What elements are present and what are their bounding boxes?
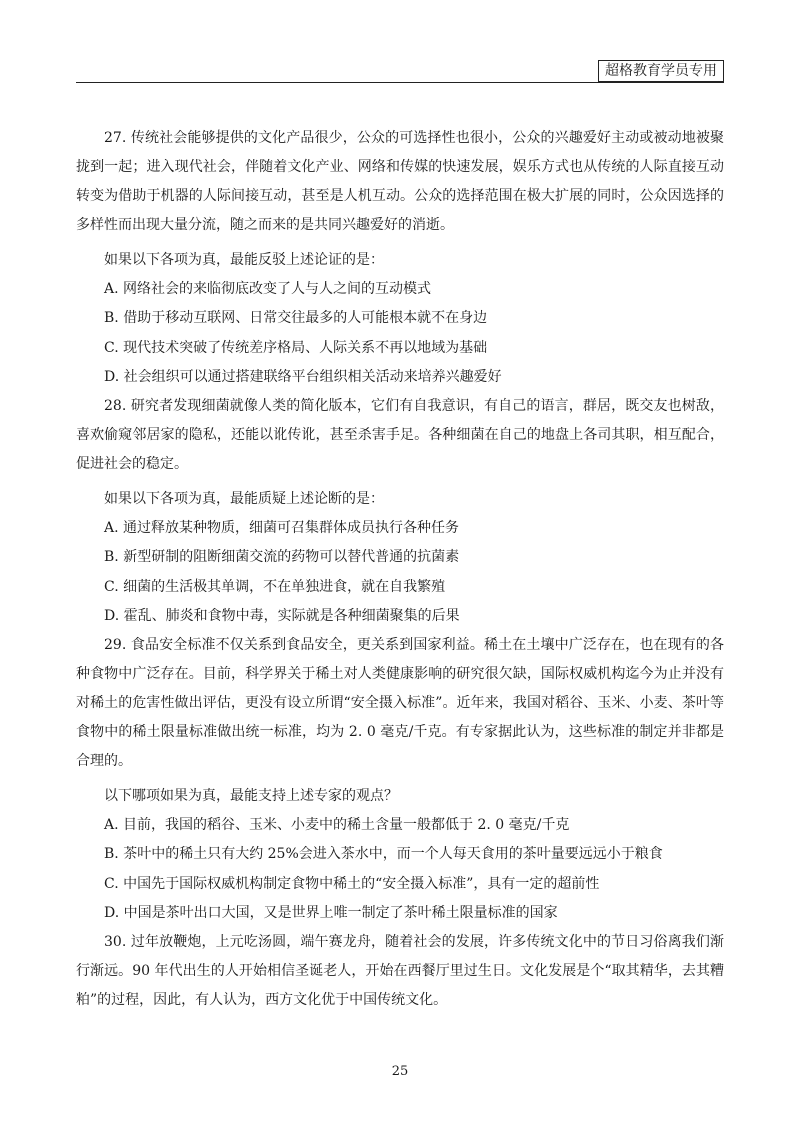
q27-option-b: B. 借助于移动互联网、日常交往最多的人可能根本就不在身边: [104, 310, 488, 327]
page-number: 25: [391, 1064, 409, 1079]
q28-option-d: D. 霍乱、肺炎和食物中毒，实际就是各种细菌聚集的后果: [104, 607, 460, 624]
q27-stem: 27. 传统社会能够提供的文化产品很少，公众的可选择性也很小，公众的兴趣爱好主动或被动地被聚拢到一起；进入现代社会，伴随着文化产业、网络和传媒的快速发展，娱乐方式也从传统的人际直接互动转变为借助于机器的人际间接互动，甚至是人机互动。公众的选择范围在极大扩展的同时，公众因选择的多样性而出现大量分流，随之而来的是共同兴趣爱好的消逝。: [76, 130, 724, 233]
q28-stem: 28. 研究者发现细菌就像人类的简化版本，它们有自我意识，有自己的语言，群居，既交友也树敌，喜欢偷窥邻居家的隐私，还能以讹传讹，甚至杀害手足。各种细菌在自己的地盘上各司其职，相互配合，促进社会的稳定。: [76, 398, 724, 473]
q28-option-c: C. 细菌的生活极其单调，不在单独进食，就在自我繁殖: [104, 578, 446, 595]
q29-option-b: B. 茶叶中的稀土只有大约 25%会进入茶水中，而一个人每天食用的茶叶量要远远小于粮食: [104, 846, 663, 863]
q29-option-d: D. 中国是茶叶出口大国，又是世界上唯一制定了茶叶稀土限量标准的国家: [104, 904, 558, 921]
q27-option-d: D. 社会组织可以通过搭建联络平台组织相关活动来培养兴趣爱好: [104, 368, 502, 385]
q29-option-c: C. 中国先于国际权威机构制定食物中稀土的“安全摄入标准”，具有一定的超前性: [104, 875, 600, 892]
q29-stem: 29. 食品安全标准不仅关系到食品安全，更关系到国家利益。稀土在土壤中广泛存在，也在现有的各种食物中广泛存在。目前，科学界关于稀土对人类健康影响的研究很欠缺，国际权威机构迄今为止并没有对稀土的危害性做出评估，更没有设立所谓“安全摄入标准”。近年来，我国对稻谷、玉米、小麦、茶叶等食物中的稀土限量标准做出统一标准，均为 2. 0 毫克/千克。有专家据此认为，这些标准的制定并非都是合理的。: [76, 637, 724, 770]
q27-option-a: A. 网络社会的来临彻底改变了人与人之间的互动模式: [104, 281, 432, 298]
q27-option-c: C. 现代技术突破了传统差序格局、人际关系不再以地域为基础: [104, 339, 488, 356]
q29-prompt: 以下哪项如果为真，最能支持上述专家的观点？: [104, 788, 398, 805]
page-content: [76, 124, 724, 1015]
q28-prompt: 如果以下各项为真，最能质疑上述论断的是：: [104, 491, 384, 508]
q27-prompt: 如果以下各项为真，最能反驳上述论证的是：: [104, 252, 384, 268]
q28-option-b: B. 新型研制的阻断细菌交流的药物可以替代普通的抗菌素: [104, 549, 460, 566]
q28-option-a: A. 通过释放某种物质，细菌可召集群体成员执行各种任务: [104, 520, 460, 537]
q30-stem: 30. 过年放鞭炮，上元吃汤圆，端午赛龙舟，随着社会的发展，许多传统文化中的节日习俗离我们渐行渐远。90 年代出生的人开始相信圣诞老人，开始在西餐厅里过生日。文化发展是个“取其精华，去其糟粕”的过程，因此，有人认为，西方文化优于中国传统文化。: [76, 934, 724, 1009]
header-divider: [76, 82, 724, 83]
header-label: 超格教育学员专用: [598, 60, 724, 82]
q29-option-a: A. 目前，我国的稻谷、玉米、小麦中的稀土含量一般都低于 2. 0 毫克/千克: [104, 817, 570, 834]
